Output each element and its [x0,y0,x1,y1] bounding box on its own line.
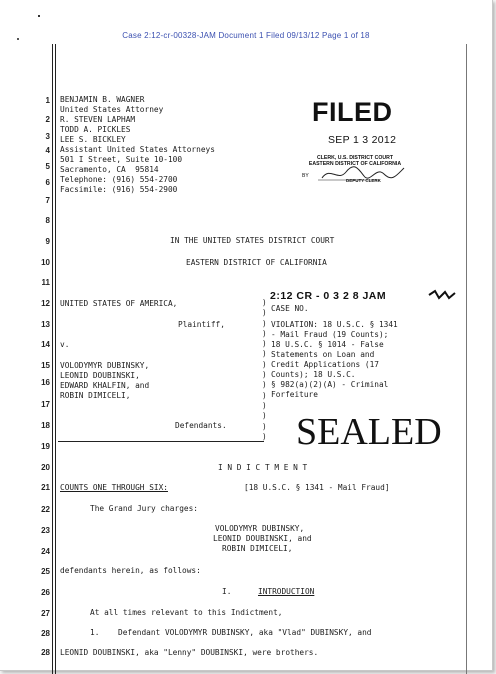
line-number: 5 [45,162,50,171]
sealed-stamp: SEALED [296,411,442,453]
line-number: 1 [45,96,50,105]
line-number: 3 [45,132,50,141]
clerk-line: CLERK, U.S. DISTRICT COURT [316,155,394,161]
paragraph-text: LEONID DOUBINSKI, aka "Lenny" DOUBINSKI, were brothers. [60,648,319,657]
defendant-name: VOLODYMYR DUBINSKY, [60,361,150,370]
filed-stamp: FILED [312,97,393,127]
charged-defendant: ROBIN DIMICELI, [222,544,293,553]
violation-line: Forfeiture [271,390,318,399]
court-district: EASTERN DISTRICT OF CALIFORNIA [186,258,327,267]
at-all-times: At all times relevant to this Indictment, [90,608,283,617]
line-number: 11 [41,278,50,287]
paragraph-text: Defendant VOLODYMYR DUBINSKY, aka "Vlad" DUBINSKY, and [118,628,372,637]
defendant-name: ROBIN DIMICELI, [60,391,131,400]
scan-speck [38,15,40,17]
attorney-line: Facsimile: (916) 554-2900 [60,185,178,194]
caption-divider: ) ) ) ) ) ) ) ) ) ) ) ) ) ) [262,298,267,441]
plaintiff-role: Plaintiff, [178,320,225,329]
line-number: 22 [41,505,50,514]
attorney-line: LEE S. BICKLEY [60,135,126,144]
line-number: 26 [41,588,50,597]
grand-jury-charges: The Grand Jury charges: [90,504,198,513]
line-number: 18 [41,421,50,430]
attorney-line: R. STEVEN LAPHAM [60,115,136,124]
plaintiff-name: UNITED STATES OF AMERICA, [60,299,178,308]
left-margin-rule [52,44,53,674]
by-label: BY [302,173,309,179]
line-number: 7 [45,196,50,205]
violation-line: § 982(a)(2)(A) - Criminal [271,380,389,389]
counts-statute: [18 U.S.C. § 1341 - Mail Fraud] [244,483,390,492]
line-number: 10 [41,258,50,267]
right-margin-rule [466,44,467,674]
versus: v. [60,340,70,349]
paragraph-number: 1. [90,628,100,637]
attorney-line: Assistant United States Attorneys [60,145,215,154]
attorney-line: Sacramento, CA 95814 [60,165,159,174]
defendant-name: LEONID DOUBINSKI, [60,371,140,380]
violation-line: Statements on Loan and [271,350,375,359]
redaction-mark [427,289,457,301]
filed-date: SEP 1 3 2012 [328,134,397,146]
court-name: IN THE UNITED STATES DISTRICT COURT [170,236,335,245]
line-number: 2 [45,115,50,124]
section-title: INTRODUCTION [258,587,315,596]
line-number: 28 [41,629,50,638]
attorney-line: Telephone: (916) 554-2700 [60,175,178,184]
case-number-stamp: 2:12 CR - 0 3 2 8 JAM [270,290,387,302]
section-number: I. [222,587,232,596]
attorney-line: TODD A. PICKLES [60,125,131,134]
indictment-title: I N D I C T M E N T [218,463,308,472]
line-number: 24 [41,547,50,556]
charged-defendant: VOLODYMYR DUBINSKY, [215,524,305,533]
line-number: 25 [41,567,50,576]
line-number: 4 [45,146,50,155]
counts-heading: COUNTS ONE THROUGH SIX: [60,483,168,492]
line-number: 27 [41,609,50,618]
violation-line: VIOLATION: 18 U.S.C. § 1341 [271,320,398,329]
line-number: 12 [41,299,50,308]
defendant-name: EDWARD KHALFIN, and [60,381,150,390]
line-number: 15 [41,361,50,370]
clerk-line: EASTERN DISTRICT OF CALIFORNIA [308,161,402,167]
line-number: 19 [41,442,50,451]
defendants-herein: defendants herein, as follows: [60,566,201,575]
line-number: 8 [45,216,50,225]
case-header: Case 2:12-cr-00328-JAM Document 1 Filed 09/13/12 Page 1 of 18 [122,31,370,40]
case-no-label: CASE NO. [271,304,309,313]
left-margin-rule [55,44,56,674]
attorney-line: 501 I Street, Suite 10-100 [60,155,183,164]
line-number: 16 [41,378,50,387]
line-number: 9 [45,237,50,246]
violation-line: - Mail Fraud (19 Counts); [271,330,389,339]
line-number: 21 [41,483,50,492]
line-number: 23 [41,526,50,535]
line-number: 17 [41,400,50,409]
line-number: 20 [41,463,50,472]
attorney-line: BENJAMIN B. WAGNER [60,95,145,104]
violation-line: 18 U.S.C. § 1014 - False [271,340,384,349]
line-number: 13 [41,320,50,329]
line-number: 28 [41,648,50,657]
charged-defendant: LEONID DOUBINSKI, and [213,534,312,543]
line-number: 14 [41,340,50,349]
deputy-clerk-label: DEPUTY CLERK [346,178,381,183]
attorney-line: United States Attorney [60,105,164,114]
caption-rule [58,441,264,442]
line-number: 6 [45,178,50,187]
violation-line: Credit Applications (17 [271,360,379,369]
violation-line: Counts); 18 U.S.C. [271,370,356,379]
defendants-role: Defendants. [175,421,227,430]
